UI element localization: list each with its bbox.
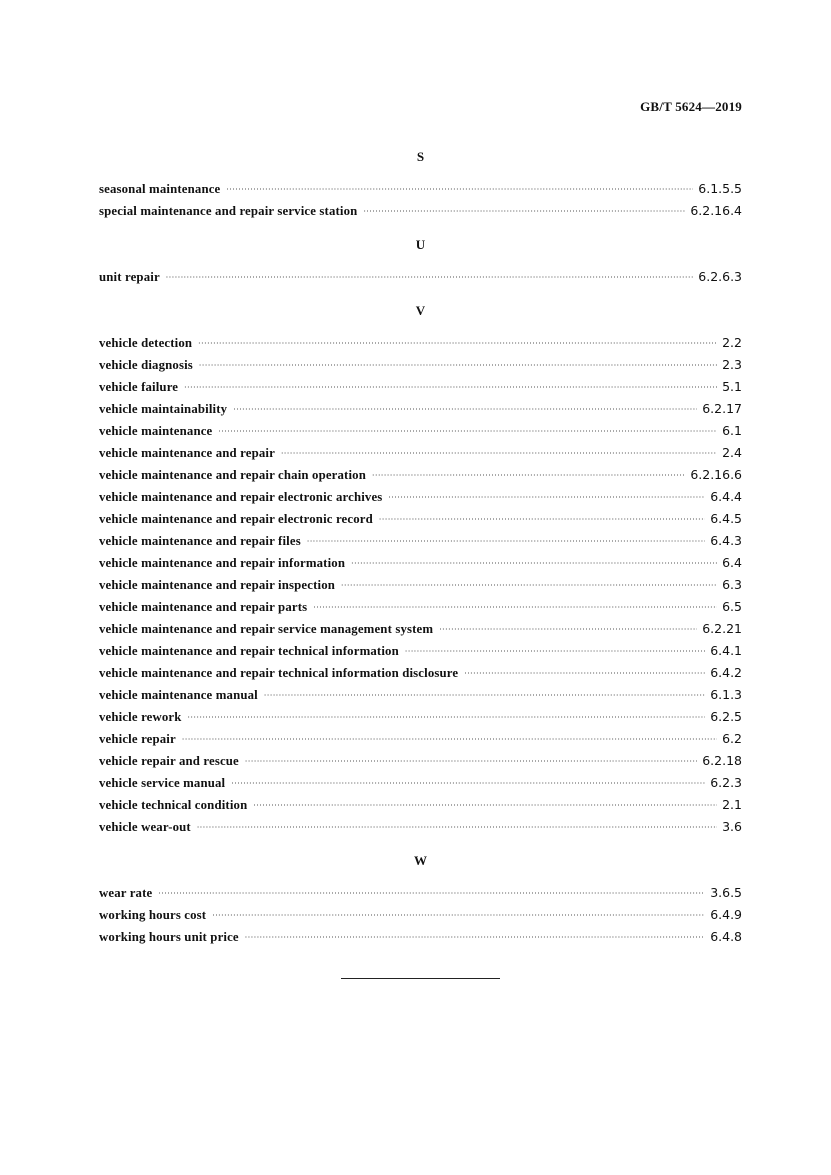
index-entry [99,618,742,640]
index-entry [99,750,742,772]
index-entry [99,354,742,376]
dot-leader [188,707,706,729]
entry-term: vehicle rework [99,710,182,724]
entry-ref: 6.3 [722,577,742,592]
entry-ref: 5.1 [722,379,742,394]
entry-ref: 2.4 [722,445,742,460]
index-entry [99,926,742,948]
entry-term: vehicle failure [99,380,179,394]
index-entry [99,464,742,486]
entry-ref: 3.6 [722,819,742,834]
entry-term: vehicle maintenance and repair parts [99,600,308,614]
index-entry [99,376,742,398]
dot-leader [184,377,717,399]
dot-leader [464,663,705,685]
entry-term: special maintenance and repair service station [99,204,358,218]
entry-ref: 6.4.5 [710,511,742,526]
entry-term: vehicle maintenance and repair electronic archives [99,490,383,504]
dot-leader [182,729,717,751]
dot-leader [166,267,693,289]
entry-ref: 6.4 [722,555,742,570]
section-u [99,234,742,288]
entry-ref: 3.6.5 [710,885,742,900]
dot-leader [158,883,705,905]
entry-ref: 6.4.1 [710,643,742,658]
index-entry [99,486,742,508]
entry-term: vehicle maintenance and repair [99,446,275,460]
index-entry [99,816,742,838]
entry-term: vehicle maintenance manual [99,688,258,702]
entry-ref: 6.2.5 [710,709,742,724]
entry-ref: 6.4.4 [710,489,742,504]
index-entry [99,640,742,662]
dot-leader [281,443,717,465]
dot-leader [245,751,697,773]
dot-leader [264,685,705,707]
entry-ref: 2.3 [722,357,742,372]
dot-leader [307,531,705,553]
index-entry [99,398,742,420]
dot-leader [341,575,717,597]
index-entry [99,200,742,222]
entry-ref: 6.2.6.3 [698,269,742,284]
entry-ref: 6.4.3 [710,533,742,548]
entry-term: working hours unit price [99,930,239,944]
entry-ref: 6.4.2 [710,665,742,680]
section-letter: W [414,853,427,868]
entry-term: wear rate [99,886,153,900]
index-entry [99,530,742,552]
dot-leader [212,905,705,927]
index-entry [99,662,742,684]
entry-term: vehicle maintenance and repair technical information disclosure [99,666,459,680]
dot-leader [351,553,717,575]
entry-ref: 6.1.5.5 [698,181,742,196]
end-rule [341,978,500,979]
dot-leader [405,641,705,663]
entry-term: vehicle maintenance and repair information [99,556,346,570]
index-entry [99,794,742,816]
entry-term: vehicle maintenance and repair files [99,534,301,548]
index-entry [99,574,742,596]
dot-leader [198,333,717,355]
index-entry [99,420,742,442]
entry-term: vehicle service manual [99,776,226,790]
dot-leader [379,509,705,531]
entry-ref: 6.2.3 [710,775,742,790]
entry-ref: 2.1 [722,797,742,812]
entry-term: vehicle technical condition [99,798,248,812]
index-entry [99,332,742,354]
dot-leader [226,179,693,201]
index-entry [99,508,742,530]
entry-ref: 6.2 [722,731,742,746]
section-letter: V [415,303,426,318]
entry-ref: 6.2.21 [702,621,742,636]
section-w [99,850,742,948]
index-entry [99,266,742,288]
dot-leader [231,773,705,795]
index-entry [99,904,742,926]
entry-term: vehicle maintenance and repair inspection [99,578,336,592]
index-body [99,146,742,948]
entry-term: vehicle detection [99,336,193,350]
entry-term: working hours cost [99,908,207,922]
index-entry [99,596,742,618]
entry-ref: 2.2 [722,335,742,350]
index-entry [99,442,742,464]
entry-term: vehicle diagnosis [99,358,193,372]
dot-leader [313,597,717,619]
dot-leader [197,817,717,839]
index-entry [99,882,742,904]
dot-leader [199,355,717,377]
entry-ref: 6.1.3 [710,687,742,702]
section-letter: U [415,237,426,252]
section-v [99,300,742,838]
dot-leader [439,619,697,641]
entry-ref: 6.4.8 [710,929,742,944]
section-s [99,146,742,222]
standard-code: GB/T 5624—2019 [640,99,742,114]
entry-term: vehicle maintainability [99,402,228,416]
entry-term: vehicle maintenance [99,424,213,438]
entry-ref: 6.2.17 [702,401,742,416]
dot-leader [363,201,685,223]
section-letter: S [416,149,425,164]
entry-ref: 6.2.16.4 [690,203,742,218]
dot-leader [388,487,705,509]
dot-leader [218,421,717,443]
entry-ref: 6.2.16.6 [690,467,742,482]
dot-leader [245,927,705,949]
entry-ref: 6.2.18 [702,753,742,768]
index-entry [99,552,742,574]
entry-term: vehicle wear-out [99,820,191,834]
index-entry [99,178,742,200]
entry-term: vehicle maintenance and repair service management system [99,622,434,636]
entry-term: unit repair [99,270,160,284]
entry-term: seasonal maintenance [99,182,221,196]
dot-leader [233,399,697,421]
index-entry [99,684,742,706]
entry-term: vehicle repair [99,732,176,746]
index-entry [99,706,742,728]
entry-ref: 6.4.9 [710,907,742,922]
dot-leader [372,465,685,487]
dot-leader [253,795,717,817]
entry-term: vehicle maintenance and repair chain operation [99,468,366,482]
entry-ref: 6.1 [722,423,742,438]
index-entry [99,728,742,750]
entry-term: vehicle maintenance and repair electronic record [99,512,373,526]
index-entry [99,772,742,794]
entry-term: vehicle maintenance and repair technical information [99,644,399,658]
entry-ref: 6.5 [722,599,742,614]
entry-term: vehicle repair and rescue [99,754,239,768]
